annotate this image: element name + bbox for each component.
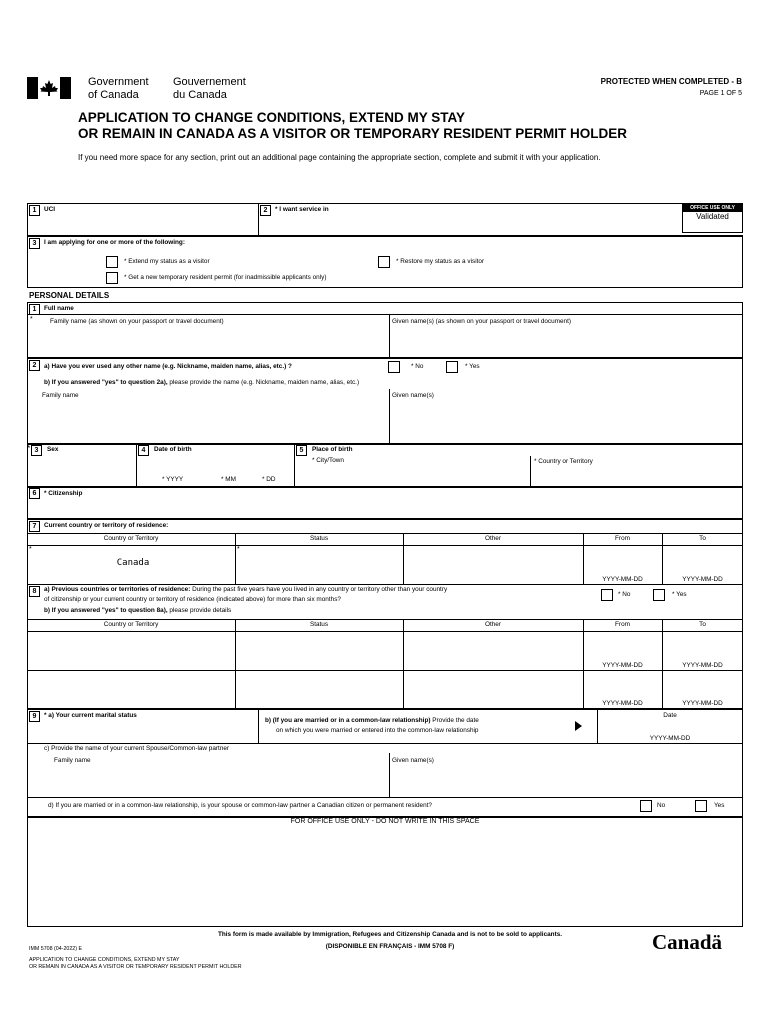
dob-mm-label: * MM — [221, 476, 236, 483]
city-label: * City/Town — [312, 457, 344, 464]
citizenship-select[interactable] — [44, 500, 734, 517]
spouse-citizen-no-label: No — [657, 802, 666, 809]
footer-french: (DISPONIBLE EN FRANÇAIS - IMM 5708 F) — [325, 943, 455, 950]
gov-en-line1: Government — [88, 76, 149, 88]
validated-label: Validated — [696, 212, 729, 221]
spouse-citizen-yes-checkbox[interactable] — [695, 800, 707, 812]
other-names-yes-label: * Yes — [465, 363, 480, 370]
canada-flag-logo — [27, 77, 71, 99]
prev-col-to: To — [699, 621, 706, 628]
q8b-bold: b) If you answered "yes" to question 8a), — [44, 607, 168, 614]
prev-col-from: From — [615, 621, 630, 628]
q9b-bold: b) (If you are married or in a common-law relationship) — [265, 717, 431, 724]
new-permit-checkbox[interactable] — [106, 272, 118, 284]
res-col-status: Status — [309, 535, 329, 542]
other-names-yes-checkbox[interactable] — [446, 361, 458, 373]
pd-q3-number: 3 — [31, 445, 42, 456]
residence-other-input[interactable] — [406, 550, 580, 580]
footer-form-id: IMM 5708 (04-2022) E — [29, 946, 82, 952]
extend-status-checkbox[interactable] — [106, 256, 118, 268]
other-given-name-input[interactable] — [392, 403, 740, 441]
spouse-citizen-yes-label: Yes — [714, 802, 725, 809]
prev-res-yes-label: * Yes — [672, 591, 687, 598]
uci-input[interactable] — [40, 216, 255, 234]
spouse-family-name-label: Family name — [54, 757, 91, 764]
extend-status-label: * Extend my status as a visitor — [124, 258, 210, 265]
residence-label: Current country or territory of residence: — [44, 522, 169, 529]
personal-details-heading: PERSONAL DETAILS — [29, 291, 110, 300]
q9b-rest1: Provide the date — [430, 717, 479, 724]
pd-q9-number: 9 — [29, 711, 40, 722]
pob-label: Place of birth — [312, 446, 353, 453]
page-number: PAGE 1 OF 5 — [699, 90, 742, 97]
marital-status-select[interactable] — [44, 722, 252, 740]
full-name-label: Full name — [44, 305, 74, 312]
given-name-label: Given name(s) (as shown on your passport or travel document) — [392, 318, 572, 325]
arrow-right-icon — [575, 721, 582, 731]
office-use-space-label: FOR OFFICE USE ONLY - DO NOT WRITE IN THIS SPACE — [290, 818, 480, 825]
prev2-from-date[interactable]: YYYY-MM-DD — [602, 700, 643, 707]
spouse-citizen-no-checkbox[interactable] — [640, 800, 652, 812]
spouse-citizen-question: d) If you are married or in a common-law relationship, is your spouse or common-law partner a Canadian citizen or permanent resident? — [48, 802, 432, 809]
other-names-question: a) Have you ever used any other name (e.g. Nickname, maiden name, alias, etc.) ? — [44, 363, 292, 370]
dob-label: Date of birth — [154, 446, 192, 453]
previous-residence-question-2: of citizenship or your current country or territory of residence (indicated above) for more than six months? — [44, 596, 341, 603]
q2-number: 2 — [260, 205, 271, 216]
gov-fr-line2: du Canada — [173, 88, 227, 101]
restore-status-checkbox[interactable] — [378, 256, 390, 268]
spouse-given-name-input[interactable] — [392, 767, 740, 795]
city-input[interactable] — [312, 467, 526, 485]
res-status-required: * — [237, 546, 240, 553]
pd-q2-number: 2 — [29, 360, 40, 371]
canada-wordmark: Canadä — [652, 930, 723, 954]
res-country-required: * — [29, 546, 32, 553]
protected-label: PROTECTED WHEN COMPLETED - B — [600, 77, 742, 86]
dob-dd-label: * DD — [262, 476, 276, 483]
residence-country-select[interactable]: Canada — [116, 558, 150, 568]
pd-q8-number: 8 — [29, 586, 40, 597]
prev-col-country: Country or Territory — [103, 621, 159, 628]
footer-title-1: APPLICATION TO CHANGE CONDITIONS, EXTEND MY STAY — [29, 957, 180, 963]
marital-status-label: * a) Your current marital status — [44, 712, 137, 719]
other-family-name-label: Family name — [42, 392, 79, 399]
res-col-from: From — [615, 535, 630, 542]
pd-q1-number: 1 — [29, 304, 40, 315]
q2b-bold: b) If you answered "yes" to question 2a), — [44, 379, 168, 386]
q8b-rest: please provide details — [167, 607, 232, 614]
gov-fr-line1: Gouvernement — [173, 76, 246, 88]
pd-q6-number: 6 — [29, 488, 40, 499]
pd-q7-number: 7 — [29, 521, 40, 532]
marriage-date-label: Date — [663, 712, 677, 719]
other-given-name-label: Given name(s) — [392, 392, 434, 399]
res-col-to: To — [699, 535, 706, 542]
prev-res-yes-checkbox[interactable] — [653, 589, 665, 601]
restore-status-label: * Restore my status as a visitor — [396, 258, 485, 265]
office-use-header: OFFICE USE ONLY — [683, 204, 742, 212]
other-names-detail-label — [44, 379, 359, 386]
service-label: * I want service in — [275, 206, 329, 213]
page-title — [78, 110, 627, 142]
pd-q4-number: 4 — [138, 445, 149, 456]
footer-title-2: OR REMAIN IN CANADA AS A VISITOR OR TEMPORARY RESIDENT PERMIT HOLDER — [29, 964, 242, 970]
prev-res-no-label: * No — [618, 591, 631, 598]
sex-label: Sex — [47, 446, 59, 453]
prev1-to-date[interactable]: YYYY-MM-DD — [682, 662, 723, 669]
page-title-line1: APPLICATION TO CHANGE CONDITIONS, EXTEND MY STAY — [78, 110, 466, 125]
q8a-bold: a) Previous countries or territories of residence: — [44, 586, 191, 593]
prev-col-other: Other — [485, 621, 501, 628]
prev2-to-date[interactable]: YYYY-MM-DD — [682, 700, 723, 707]
page-title-line2: OR REMAIN IN CANADA AS A VISITOR OR TEMPORARY RESIDENT PERMIT HOLDER — [78, 126, 628, 141]
other-family-name-input[interactable] — [30, 403, 385, 441]
footer-notice: This form is made available by Immigration, Refugees and Citizenship Canada and is not to be sold to applicants. — [217, 931, 563, 938]
marriage-date-input[interactable]: YYYY-MM-DD — [649, 735, 691, 742]
gov-fr — [173, 76, 246, 101]
marriage-date-question — [265, 717, 479, 724]
q3-label: I am applying for one or more of the following: — [44, 239, 185, 246]
prev-col-status: Status — [309, 621, 329, 628]
dob-input[interactable] — [150, 458, 290, 474]
instructions: If you need more space for any section, print out an additional page containing the appropriate section, complete and submit it with your application. — [78, 153, 601, 162]
family-name-label: Family name (as shown on your passport or travel document) — [50, 318, 224, 325]
spouse-family-name-input[interactable] — [54, 767, 384, 795]
q2b-rest: please provide the name (e.g. Nickname, maiden name, alias, etc.) — [167, 379, 360, 386]
pob-country-select[interactable] — [534, 467, 740, 485]
office-use-space — [27, 817, 743, 927]
other-names-no-checkbox[interactable] — [388, 361, 400, 373]
previous-residence-question — [44, 586, 447, 593]
q8a-rest1: During the past five years have you lived in any country or territory other than your country — [190, 586, 448, 593]
gov-en-line2: of Canada — [88, 88, 139, 101]
res-col-country: Country or Territory — [103, 535, 159, 542]
citizenship-label: * Citizenship — [44, 490, 83, 497]
family-name-input[interactable] — [30, 330, 385, 356]
sex-select[interactable] — [32, 458, 132, 484]
given-name-input[interactable] — [392, 330, 740, 356]
required-mark: * — [30, 316, 33, 323]
res-from-date[interactable]: YYYY-MM-DD — [602, 576, 643, 583]
marriage-date-question-2: on which you were married or entered into the common-law relationship — [276, 727, 479, 734]
residence-status-select[interactable] — [238, 550, 400, 580]
new-permit-label: * Get a new temporary resident permit (for inadmissible applicants only) — [124, 274, 327, 281]
res-col-other: Other — [485, 535, 501, 542]
other-names-no-label: * No — [411, 363, 424, 370]
res-to-date[interactable]: YYYY-MM-DD — [682, 576, 723, 583]
pob-country-label: * Country or Territory — [534, 458, 593, 465]
prev1-from-date[interactable]: YYYY-MM-DD — [602, 662, 643, 669]
prev-res-no-checkbox[interactable] — [601, 589, 613, 601]
pd-q5-number: 5 — [296, 445, 307, 456]
q1-number: 1 — [29, 205, 40, 216]
spouse-given-name-label: Given name(s) — [392, 757, 434, 764]
q3-number: 3 — [29, 238, 40, 249]
spouse-name-label: c) Provide the name of your current Spouse/Common-law partner — [44, 745, 230, 752]
sex-required-mark: * — [27, 444, 31, 453]
service-language-select[interactable] — [275, 216, 675, 234]
dob-yyyy-label: * YYYY — [162, 476, 184, 483]
gov-en — [88, 76, 149, 101]
uci-label: UCI — [44, 206, 56, 213]
prev-res-detail-label — [44, 607, 231, 614]
